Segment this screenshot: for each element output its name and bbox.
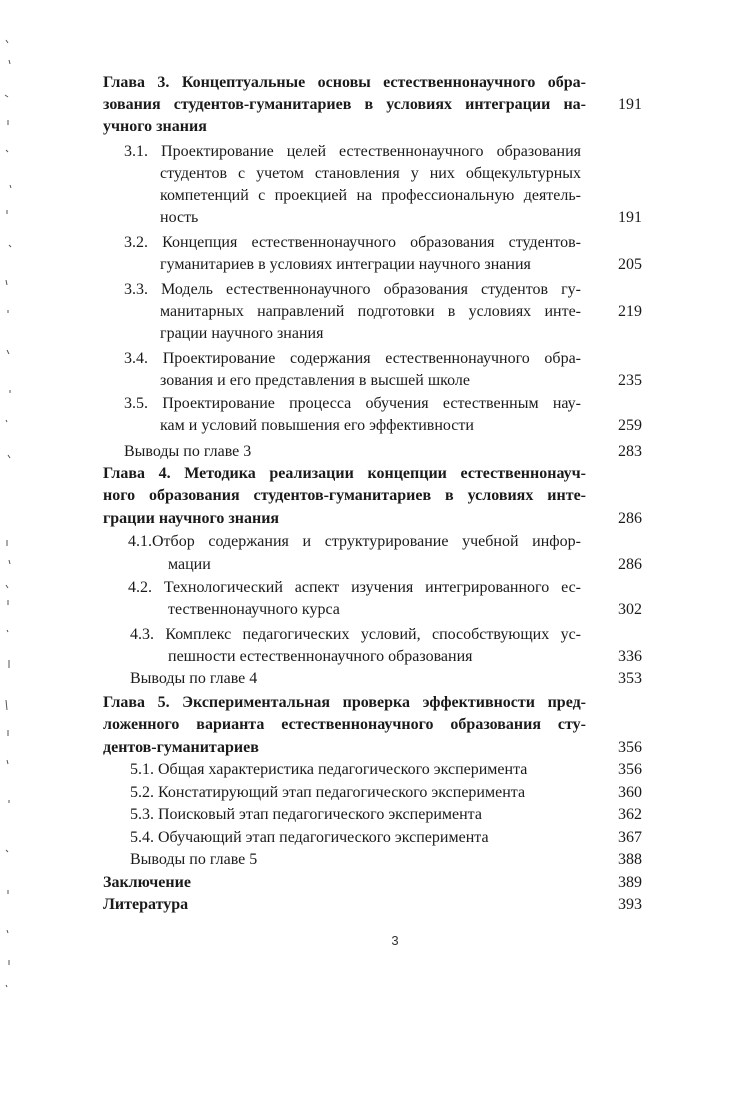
toc-page-number: 205 xyxy=(618,256,642,273)
toc-section-4-2-line-2: тественнонаучного курса xyxy=(168,601,340,618)
toc-chapter-4-line-1: Глава 4. Методика реализации концепции естественнонауч- xyxy=(103,465,586,482)
toc-section-5-2: 5.2. Констатирующий этап педагогического эксперимента xyxy=(130,784,526,801)
toc-section-3-3-line-2: манитарных направлений подготовки в условиях инте- xyxy=(160,303,581,320)
toc-chapter-4-line-2: ного образования студентов-гуманитариев в условиях инте- xyxy=(103,487,586,504)
toc-section-3-5-line-2: кам и условий повышения его эффективности xyxy=(160,417,474,434)
toc-section-4-1-line-1: 4.1.Отбор содержания и структурирование учебной инфор- xyxy=(128,533,581,550)
toc-page-number: 235 xyxy=(618,372,642,389)
toc-page-number: 389 xyxy=(618,874,642,891)
toc-chapter-5-line-3: дентов-гуманитариев xyxy=(103,739,259,756)
toc-chapter-5-line-1: Глава 5. Экспериментальная проверка эффективности пред- xyxy=(103,694,586,711)
toc-section-4-3-line-1: 4.3. Комплекс педагогических условий, способствующих ус- xyxy=(130,626,581,643)
toc-section-3-1-line-3: компетенций с проекцией на профессиональную деятель- xyxy=(160,187,581,204)
toc-section-3-4-line-1: 3.4. Проектирование содержания естественнонаучного обра- xyxy=(124,350,581,367)
toc-conclusions-ch3: Выводы по главе 3 xyxy=(124,443,252,460)
toc-chapter-5-line-2: ложенного варианта естественнонаучного образования сту- xyxy=(103,716,586,733)
toc-page-number: 356 xyxy=(618,761,642,778)
toc-section-3-1-line-2: студентов с учетом становления у них общекультурных xyxy=(160,165,581,182)
toc-section-5-1: 5.1. Общая характеристика педагогического эксперимента xyxy=(130,761,528,778)
toc-section-4-2-line-1: 4.2. Технологический аспект изучения интегрированного ес- xyxy=(128,579,581,596)
toc-chapter-3-line-2: зования студентов-гуманитариев в условиях интеграции на- xyxy=(103,96,586,113)
toc-section-3-4-line-2: зования и его представления в высшей школе xyxy=(160,372,470,389)
toc-conclusions-ch5: Выводы по главе 5 xyxy=(130,851,258,868)
toc-section-3-5-line-1: 3.5. Проектирование процесса обучения естественным нау- xyxy=(124,395,581,412)
footer-page-number: 3 xyxy=(391,933,399,948)
toc-page-number: 286 xyxy=(618,556,642,573)
toc-page-number: 191 xyxy=(618,209,642,226)
toc-section-4-3-line-2: пешности естественнонаучного образования xyxy=(168,648,473,665)
toc-literature: Литература xyxy=(103,896,189,913)
toc-section-3-2-line-1: 3.2. Концепция естественнонаучного образования студентов- xyxy=(124,234,581,251)
toc-section-4-1-line-2: мации xyxy=(168,556,211,573)
toc-chapter-3-line-1: Глава 3. Концептуальные основы естественнонаучного обра- xyxy=(103,74,586,91)
toc-section-3-3-line-3: грации научного знания xyxy=(160,325,324,342)
toc-page-number: 191 xyxy=(618,96,642,113)
toc-page-number: 259 xyxy=(618,417,642,434)
toc-conclusion: Заключение xyxy=(103,874,191,891)
toc-page-number: 362 xyxy=(618,806,642,823)
toc-page-number: 367 xyxy=(618,829,642,846)
toc-page-number: 353 xyxy=(618,670,642,687)
toc-conclusions-ch4: Выводы по главе 4 xyxy=(130,670,258,687)
toc-page-number: 356 xyxy=(618,739,642,756)
toc-page-number: 219 xyxy=(618,303,642,320)
toc-section-3-1-line-1: 3.1. Проектирование целей естественнонаучного образования xyxy=(124,143,581,160)
toc-page-number: 360 xyxy=(618,784,642,801)
toc-page-number: 286 xyxy=(618,510,642,527)
toc-page-number: 302 xyxy=(618,601,642,618)
toc-section-3-1-line-4: ность xyxy=(160,209,199,226)
toc-page-number: 393 xyxy=(618,896,642,913)
toc-chapter-3-line-3: учного знания xyxy=(103,118,207,135)
toc-page-number: 336 xyxy=(618,648,642,665)
toc-chapter-4-line-3: грации научного знания xyxy=(103,510,280,527)
toc-section-5-3: 5.3. Поисковый этап педагогического эксперимента xyxy=(130,806,482,823)
toc-page-number: 283 xyxy=(618,443,642,460)
toc-section-3-3-line-1: 3.3. Модель естественнонаучного образования студентов гу- xyxy=(124,281,581,298)
toc-section-5-4: 5.4. Обучающий этап педагогического эксперимента xyxy=(130,829,489,846)
toc-page-number: 388 xyxy=(618,851,642,868)
toc-section-3-2-line-2: гуманитариев в условиях интеграции научного знания xyxy=(160,256,531,273)
